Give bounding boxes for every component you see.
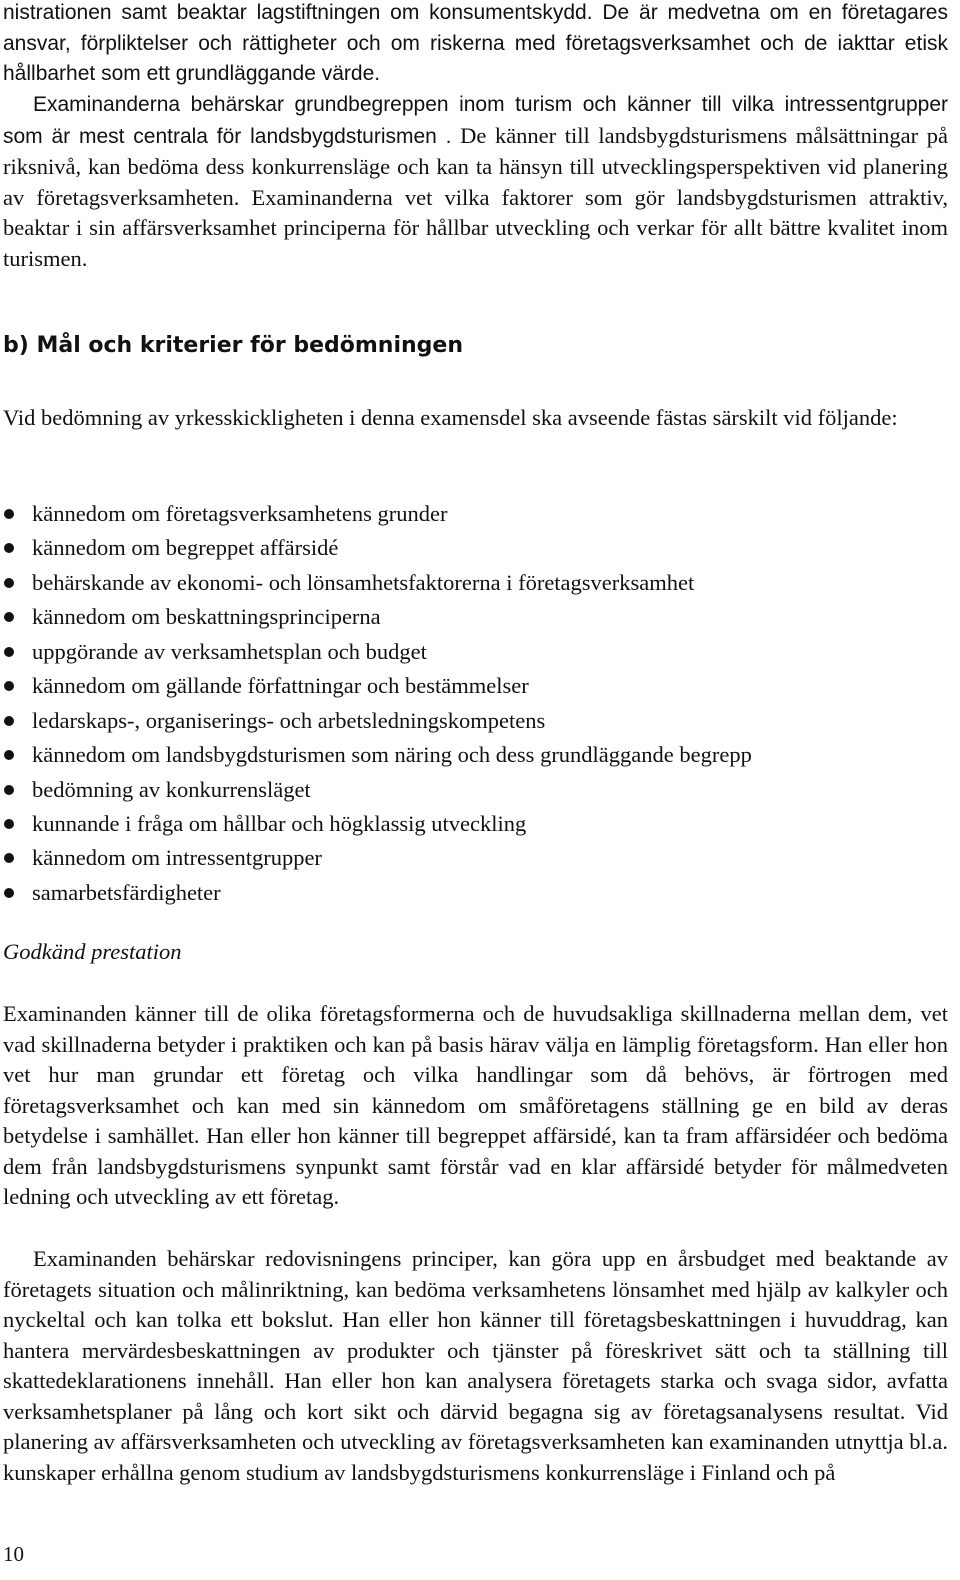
intro-paragraph-examinanderna xyxy=(3,89,948,274)
criteria-text: kännedom om beskattningsprinciperna xyxy=(32,604,381,630)
criteria-text: kännedom om landsbygdsturismen som näring och dess grundläggande begrepp xyxy=(32,742,752,768)
intro-paragraph-serif-part: De känner till landsbygdsturismens målsättningar på riksnivå, kan bedöma dess konkurrensläge och kan ta hänsyn till utvecklingsperspektiven vid planering av företagsverksamheten. Examinanderna vet vilka faktorer som gör landsbygdsturismen attraktiv, beaktar i sin affärsverksamhet principerna för hållbar utveckling och verkar för allt bättre kvalitet inom turismen. xyxy=(3,122,948,271)
list-item xyxy=(0,497,752,531)
criteria-text: kännedom om företagsverksamhetens grunder xyxy=(32,501,448,526)
list-item xyxy=(0,566,752,600)
bullet-icon xyxy=(4,819,14,829)
criteria-text: ledarskaps-, organiserings- och arbetsledningskompetens xyxy=(32,707,546,733)
list-item xyxy=(0,876,752,910)
bullet-icon xyxy=(4,509,14,519)
godkand-paragraph-1: Examinanden känner till de olika företagsformerna och de huvudsakliga skillnaderna mellan dem, vet vad skillnaderna betyder i praktiken och kan på basis härav välja en lämplig företagsform. Han eller hon vet hur man grundar ett företag och vilka handlingar som då behövs, är förtrogen med företagsverksamhet och kan med sin kännedom om småföretagens ställning ge en bild av deras betydelse i samhället. Han eller hon känner till begreppet affärsidé, kan ta fram affärsidéer och bedöma dem från landsbygdsturismens synpunkt samt förstår vad en klar affärsidé betyder för målmedveten ledning och utveckling av ett företag. xyxy=(3,1001,948,1209)
criteria-list xyxy=(0,497,752,910)
criteria-text: uppgörande av verksamhetsplan och budget xyxy=(32,638,427,664)
section-b-heading: b) Mål och kriterier för bedömningen xyxy=(3,333,464,358)
bullet-icon xyxy=(4,888,14,898)
bullet-icon xyxy=(4,612,14,622)
list-item xyxy=(0,669,752,703)
criteria-text: kunnande i fråga om hållbar och högklassig utveckling xyxy=(32,810,527,836)
criteria-text: kännedom om gällande författningar och bestämmelser xyxy=(32,673,529,699)
bullet-icon xyxy=(4,681,14,691)
criteria-text: behärskande av ekonomi- och lönsamhetsfaktorerna i företagsverksamhet xyxy=(32,569,695,595)
page-number: 10 xyxy=(3,1542,24,1566)
bullet-icon xyxy=(4,785,14,795)
section-b-intro: Vid bedömning av yrkesskickligheten i denna examensdel ska avseende fästas särskilt vid följande: xyxy=(3,405,898,430)
bullet-icon xyxy=(4,853,14,863)
list-item xyxy=(0,600,752,634)
list-item xyxy=(0,738,752,772)
godkand-paragraph-2: Examinanden behärskar redovisningens principer, kan göra upp en årsbudget med beaktande av företagets situation och målinriktning, kan bedöma verksamhetens lönsamhet med hjälp av kalkyler och nyckeltal och kan tolka ett bokslut. Han eller hon känner till företagsbeskattningen i huvuddrag, kan hantera mervärdesbeskattningen av produkter och tjänster på föreskrivet sätt och ta ställning till skattedeklarationens innehåll. Han eller hon kan analysera företagets starka och svaga sidor, avfatta verksamhetsplaner på lång och kort sikt och därvid begagna sig av företagsanalysens resultat. Vid planering av affärsverksamheten och utveckling av företagsverksamheten kan examinanden utnyttja bl.a. kunskaper erhållna genom studium av landsbygdsturismens konkurrensläge i Finland och på xyxy=(3,1246,948,1485)
intro-paragraph-sans-part: Examinanderna behärskar grundbegreppen inom turism och känner till vilka intressentgrupper som är mest centrala för landsbygdsturismen . xyxy=(3,93,948,148)
bullet-icon xyxy=(4,750,14,760)
bullet-icon xyxy=(4,647,14,657)
list-item xyxy=(0,704,752,738)
bullet-icon xyxy=(4,716,14,726)
list-item xyxy=(0,807,752,841)
criteria-text: kännedom om intressentgrupper xyxy=(32,845,322,871)
list-item xyxy=(0,841,752,875)
criteria-text: samarbetsfärdigheter xyxy=(32,879,221,905)
list-item xyxy=(0,531,752,565)
criteria-text: kännedom om begreppet affärsidé xyxy=(32,535,339,561)
criteria-text: bedömning av konkurrensläget xyxy=(32,776,311,802)
intro-paragraph-continued: nistrationen samt beaktar lagstiftningen om konsumentskydd. De är medvetna om en företagares ansvar, förpliktelser och rättigheter och om riskerna med företagsverksamhet och de iakttar etisk hållbarhet som ett grundläggande värde. xyxy=(3,1,948,85)
list-item xyxy=(0,635,752,669)
bullet-icon xyxy=(4,578,14,588)
bullet-icon xyxy=(4,543,14,553)
list-item xyxy=(0,773,752,807)
godkand-prestation-label: Godkänd prestation xyxy=(3,939,182,964)
